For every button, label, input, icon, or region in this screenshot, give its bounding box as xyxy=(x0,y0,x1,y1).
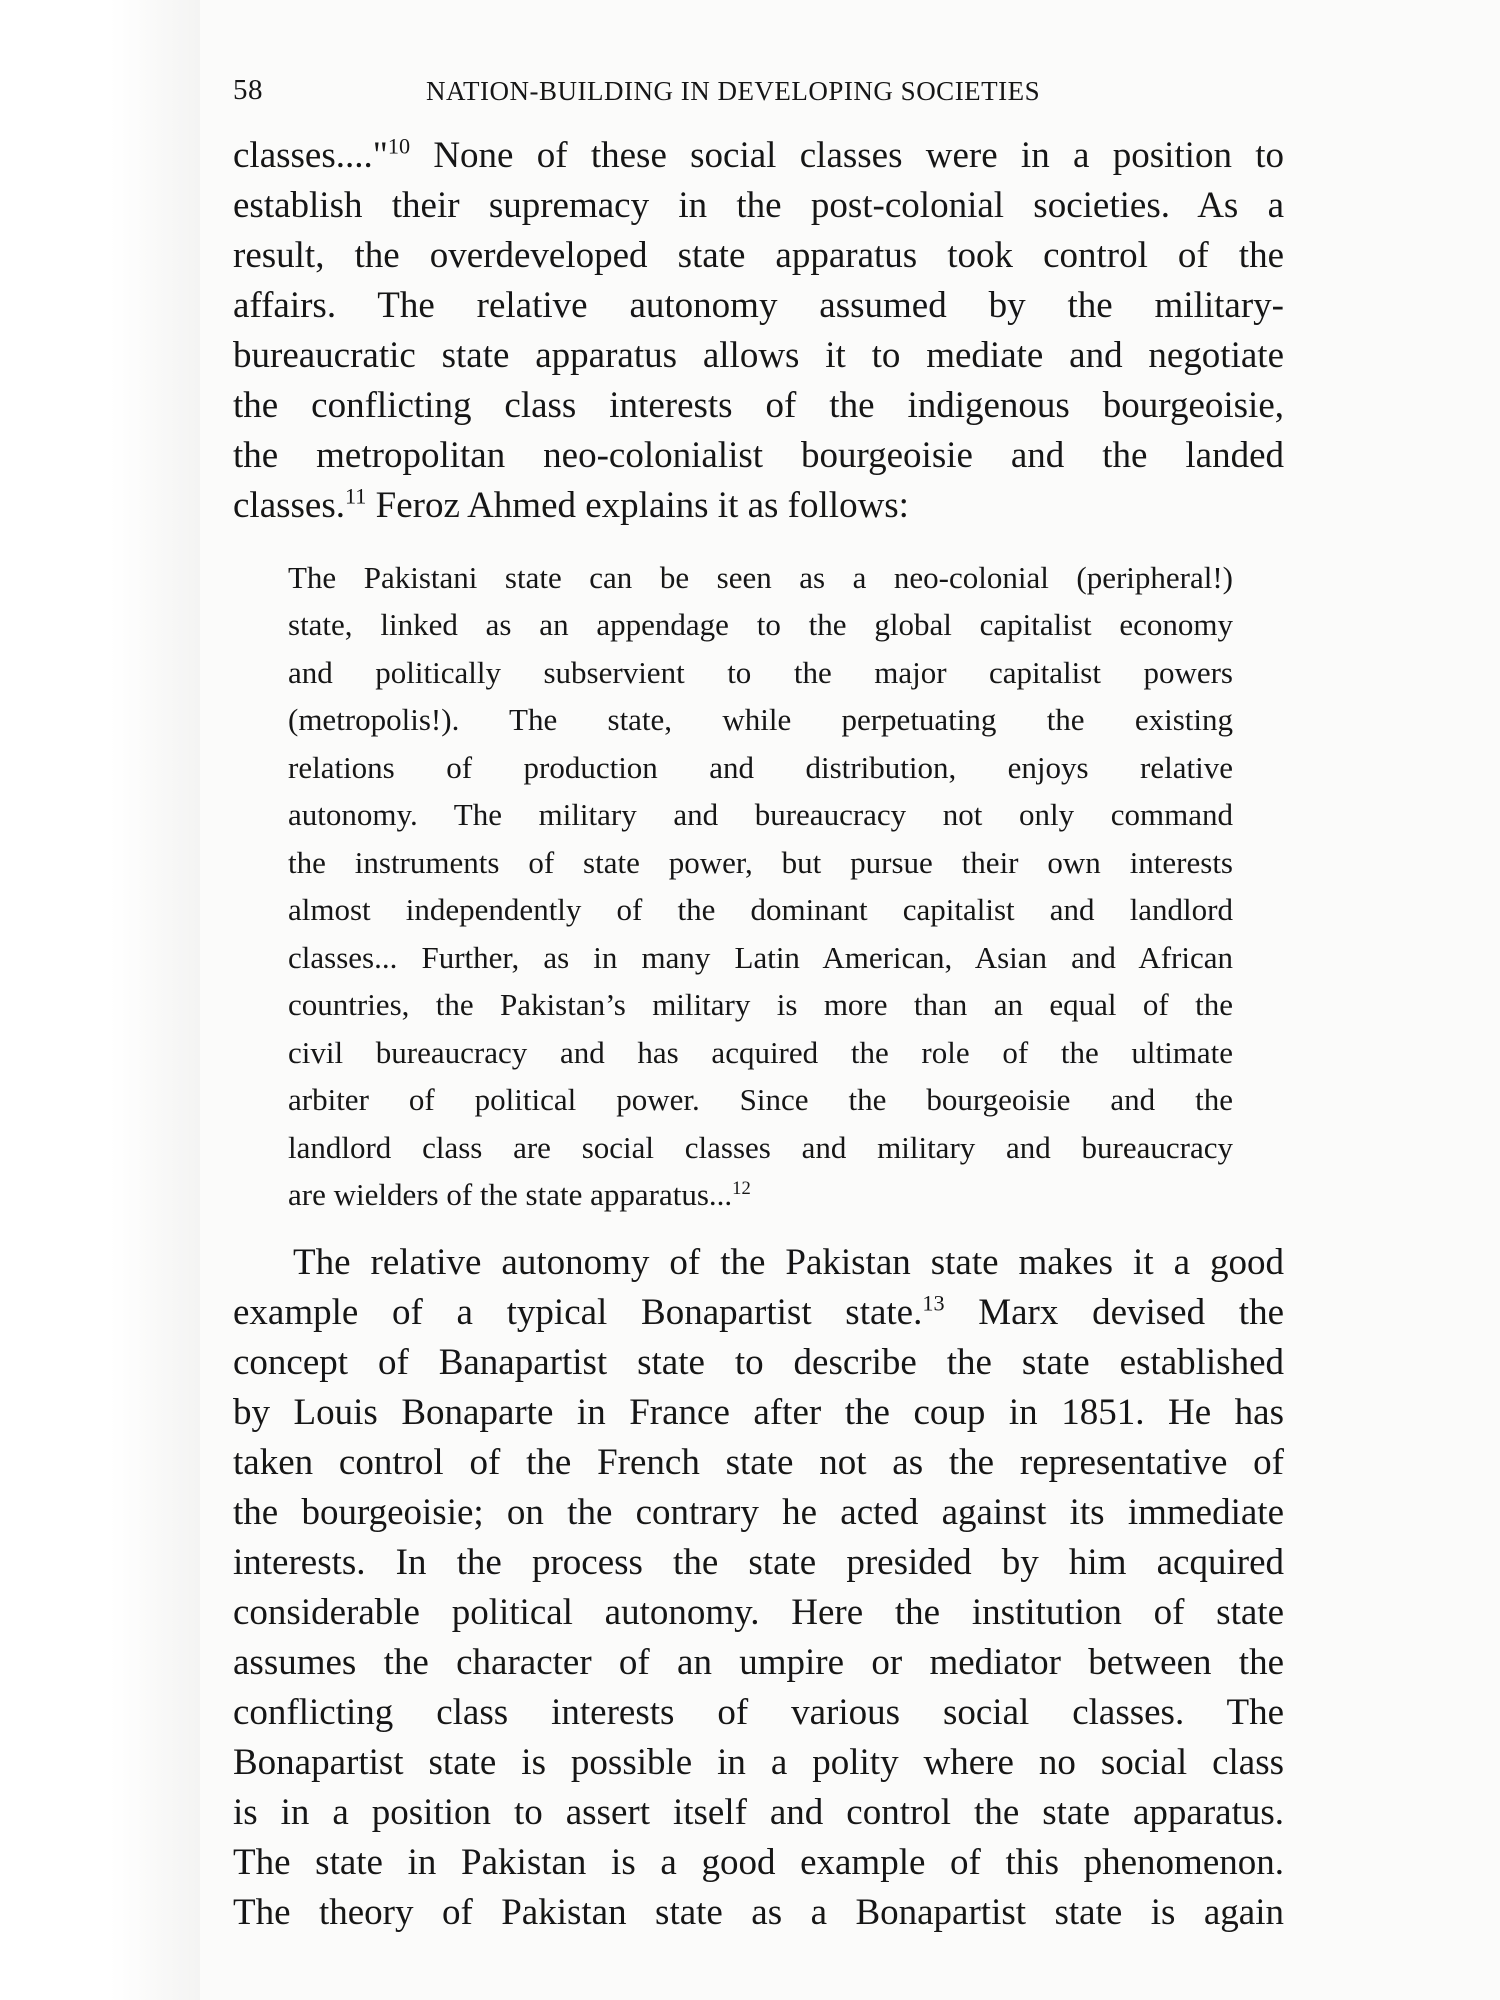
body-line: affairs. The relative autonomy assumed by the military- xyxy=(233,285,1284,326)
body-line: assumes the character of an umpire or mediator between the xyxy=(233,1642,1284,1683)
quote-line: classes... Further, as in many Latin American, Asian and African xyxy=(288,940,1233,975)
quote-line: arbiter of political power. Since the bourgeoisie and the xyxy=(288,1082,1233,1117)
running-header xyxy=(233,68,1293,112)
body-line: the bourgeoisie; on the contrary he acted against its immediate xyxy=(233,1492,1284,1533)
body-line: concept of Banapartist state to describe the state established xyxy=(233,1342,1284,1383)
quote-line: countries, the Pakistan’s military is more than an equal of the xyxy=(288,987,1233,1022)
body-line: classes...."$^{10}$ None of these social classes were in a position to xyxy=(233,133,1284,176)
page-number: 58 xyxy=(233,74,263,106)
footnote-ref: 12 xyxy=(732,1177,751,1199)
quote-line: (metropolis!). The state, while perpetuating the existing xyxy=(288,702,1233,737)
body-line: The state in Pakistan is a good example of this phenomenon. xyxy=(233,1842,1284,1883)
body-line: establish their supremacy in the post-colonial societies. As a xyxy=(233,185,1284,226)
body-line: conflicting class interests of various social classes. The xyxy=(233,1692,1284,1733)
quote-line: are wielders of the state apparatus...$^{12}$ xyxy=(288,1177,751,1212)
running-head-title: NATION-BUILDING IN DEVELOPING SOCIETIES xyxy=(426,76,1041,106)
quote-line: civil bureaucracy and has acquired the role of the ultimate xyxy=(288,1035,1233,1070)
footnote-ref: 11 xyxy=(345,483,367,509)
body-line: taken control of the French state not as the representative of xyxy=(233,1442,1284,1483)
body-line: The relative autonomy of the Pakistan state makes it a good xyxy=(293,1242,1284,1283)
quote-line: and politically subservient to the major capitalist powers xyxy=(288,655,1233,690)
body-line: the conflicting class interests of the indigenous bourgeoisie, xyxy=(233,385,1284,426)
body-line: by Louis Bonaparte in France after the coup in 1851. He has xyxy=(233,1392,1284,1433)
footnote-ref: 13 xyxy=(922,1290,945,1316)
quote-line: The Pakistani state can be seen as a neo-colonial (peripheral!) xyxy=(288,560,1233,595)
body-line: bureaucratic state apparatus allows it to mediate and negotiate xyxy=(233,335,1284,376)
body-line: Bonapartist state is possible in a polity where no social class xyxy=(233,1742,1284,1783)
body-line: interests. In the process the state presided by him acquired xyxy=(233,1542,1284,1583)
quote-line: almost independently of the dominant capitalist and landlord xyxy=(288,892,1233,927)
quote-line: state, linked as an appendage to the global capitalist economy xyxy=(288,607,1233,642)
quote-line: landlord class are social classes and military and bureaucracy xyxy=(288,1130,1233,1165)
page-gutter-shadow xyxy=(0,0,200,2000)
body-line: the metropolitan neo-colonialist bourgeoisie and the landed xyxy=(233,435,1284,476)
quote-line: the instruments of state power, but pursue their own interests xyxy=(288,845,1233,880)
quote-line: autonomy. The military and bureaucracy not only command xyxy=(288,797,1233,832)
body-line: is in a position to assert itself and control the state apparatus. xyxy=(233,1792,1284,1833)
quote-line: relations of production and distribution, enjoys relative xyxy=(288,750,1233,785)
body-line: result, the overdeveloped state apparatus took control of the xyxy=(233,235,1284,276)
body-line: classes.$^{11}$ Feroz Ahmed explains it as follows: xyxy=(233,483,909,526)
body-line: example of a typical Bonapartist state.$^{13}$ Marx devised the xyxy=(233,1290,1284,1333)
footnote-ref: 10 xyxy=(387,133,411,159)
body-line: considerable political autonomy. Here the institution of state xyxy=(233,1592,1284,1633)
body-line: The theory of Pakistan state as a Bonapartist state is again xyxy=(233,1892,1284,1933)
